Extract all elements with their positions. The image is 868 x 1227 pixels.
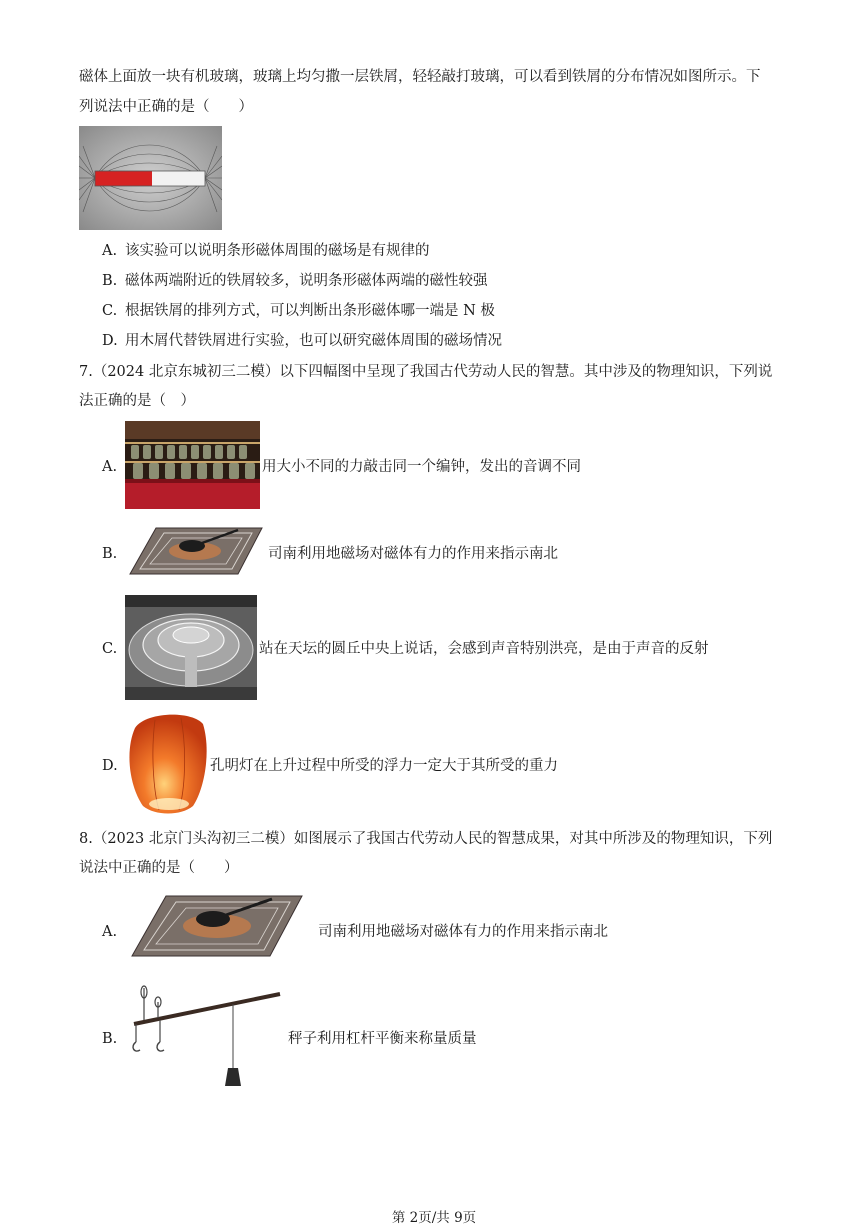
q6-stem-line1: 磁体上面放一块有机玻璃，玻璃上均匀撒一层铁屑，轻轻敲打玻璃，可以看到铁屑的分布情况如图所示。下 <box>79 69 761 85</box>
q6-option-b-text: 磁体两端附近的铁屑较多，说明条形磁体两端的磁性较强 <box>125 273 488 289</box>
q7-option-b-text: 司南利用地磁场对磁体有力的作用来指示南北 <box>268 546 558 562</box>
kongming-lantern-figure <box>125 710 209 817</box>
q6-option-c-text: 根据铁屑的排列方式，可以判断出条形磁体哪一端是 N 极 <box>125 303 495 319</box>
q8-stem-line1: 8.（2023 北京门头沟初三二模）如图展示了我国古代劳动人民的智慧成果，对其中所涉及的物理知识，下列 <box>79 831 773 847</box>
q6-stem-line2: 列说法中正确的是（ ） <box>79 99 253 115</box>
q7-stem-line1: 7.（2024 北京东城初三二模）以下四幅图中呈现了我国古代劳动人民的智慧。其中涉及的物理知识，下列说 <box>79 364 773 380</box>
q6-option-a-label: A. <box>102 243 118 259</box>
q6-option-b-label: B. <box>102 273 118 289</box>
q7-stem-line2: 法正确的是（ ） <box>79 393 195 409</box>
q7-option-d-text: 孔明灯在上升过程中所受的浮力一定大于其所受的重力 <box>210 758 558 774</box>
q7-option-a-text: 用大小不同的力敲击同一个编钟，发出的音调不同 <box>262 459 581 475</box>
q6-option-c-label: C. <box>102 303 118 319</box>
q8-option-a-text: 司南利用地磁场对磁体有力的作用来指示南北 <box>318 924 608 940</box>
q6-option-d-text: 用木屑代替铁屑进行实验，也可以研究磁体周围的磁场情况 <box>125 333 502 349</box>
iron-filings-magnet-figure <box>79 126 222 230</box>
q6-option-a-text: 该实验可以说明条形磁体周围的磁场是有规律的 <box>125 243 430 259</box>
sinan-compass-figure <box>128 524 264 578</box>
circular-mound-altar-figure <box>125 595 257 700</box>
sinan-compass-figure <box>130 892 305 960</box>
q8-option-b-label: B. <box>102 1031 118 1047</box>
q6-option-d-label: D. <box>102 333 118 349</box>
page-footer: 第 2页/共 9页 <box>391 1210 477 1226</box>
q7-option-c-text: 站在天坛的圆丘中央上说话，会感到声音特别洪亮，是由于声音的反射 <box>259 641 709 657</box>
q7-option-a-label: A. <box>102 459 118 475</box>
q8-stem-line2: 说法中正确的是（ ） <box>79 860 239 876</box>
q8-option-a-label: A. <box>102 924 118 940</box>
q7-option-b-label: B. <box>102 546 118 562</box>
q8-option-b-text: 秤子利用杠杆平衡来称量质量 <box>288 1031 477 1047</box>
q7-option-d-label: D. <box>102 758 118 774</box>
bianzhong-bells-figure <box>125 421 260 509</box>
q7-option-c-label: C. <box>102 641 118 657</box>
steelyard-scale-figure <box>130 984 282 1090</box>
